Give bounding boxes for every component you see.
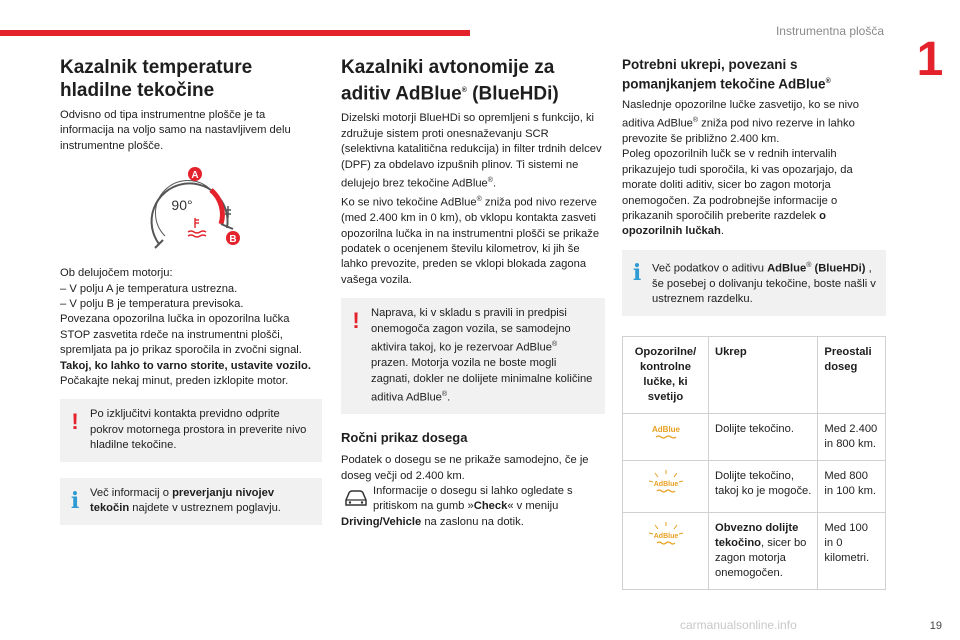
manual-range-p2-mid: « v meniju [507, 500, 559, 513]
row3-action-bold: Obvezno dolijte tekočino [715, 521, 799, 549]
row3-action-rest: , sicer bo zagon motorja onemogočen. [715, 536, 807, 579]
manual-range-p2-pre: Informacije o dosegu si lahko ogledate s pritiskom na gumb » [373, 484, 573, 513]
actions-p1-reg: ® [692, 116, 699, 124]
adblue-icon-cell [623, 413, 709, 460]
adblue-warning-1: Napravа, ki v skladu s pravili in predpisi onemogoča zagon vozila, se samodejno aktivira takoj, ko je rezervoar AdBlue [371, 307, 571, 354]
adblue-icon-text: AdBlue [651, 424, 680, 434]
actions-info-reg: ® [806, 261, 812, 269]
warning-lights-link[interactable]: o opozorilnih lučkah [622, 210, 826, 238]
coolant-info-note [60, 478, 322, 525]
table-row [623, 512, 886, 589]
car-check-icon [341, 484, 371, 510]
row1-range: Med 2.400 in 800 km. [818, 413, 886, 460]
adblue-p1 [341, 111, 605, 192]
coolant-title: Kazalnik temperature hladilne tekočine [60, 57, 253, 101]
actions-p2-end: . [720, 225, 724, 238]
adblue-title-suffix: (BlueHDi) [466, 83, 559, 105]
header-range: Preostali doseg [818, 336, 886, 413]
adblue-actions-column [622, 56, 886, 590]
adblue-warning-reg-2: ® [441, 391, 448, 399]
table-row [623, 413, 886, 460]
coolant-body-4: Povezana opozorilna lučka in opozorilna lučka STOP zasvetita rdeče na instrumentni plošči, spremljata pa jo prikaz sporočila in zvočni signal. [60, 313, 302, 357]
coolant-warning-text: Po izključitvi kontakta previdno odprite pokrov motornega prostora in preverite nivo hladilne tekočine. [90, 408, 307, 452]
adblue-warning-note [341, 298, 605, 414]
actions-p1-rest: zniža pod nivo rezerve in lahko prevozite še približno 2.400 km. [622, 117, 855, 146]
adblue-icon-text: AdBlue [653, 480, 678, 488]
manual-range-title: Ročni prikaz dosega [341, 430, 468, 446]
adblue-p2-rest: zniža pod nivo rezerve (med 2.400 km in 0 km), ob vklopu kontakta zasveti opozorilna lučka in na instrumentni plošči se prikaže podatek o ocenjenem številu kilometrov, ki jih še lahko prevozite, preden se vklopi blokada zagona vašega vozila. [341, 196, 600, 286]
adblue-warning-3: . [447, 391, 451, 404]
adblue-p1-end: . [492, 177, 497, 190]
adblue-icon-text: AdBlue [653, 532, 678, 540]
row3-range: Med 100 in 0 kilometri. [818, 512, 886, 589]
row2-range: Med 800 in 100 km. [818, 460, 886, 512]
adblue-title-reg: ® [461, 87, 467, 94]
coolant-gauge-icon [141, 166, 241, 256]
adblue-warning-table [622, 336, 886, 590]
adblue-warning-icon [646, 422, 686, 444]
row1-action: Dolijte tekočino. [709, 413, 818, 460]
adblue-title [341, 56, 605, 105]
info-icon: i [70, 487, 80, 514]
coolant-body-2: – V polju A je temperatura ustrezna. [60, 282, 238, 295]
actions-p2 [622, 147, 886, 239]
bluehdi-info-label: (BlueHDi) [814, 262, 866, 275]
coolant-stop-instruction: Takoj, ko lahko to varno storite, ustavite vozilo. [60, 359, 311, 372]
coolant-info-link[interactable]: preverjanju nivojev tekočin [90, 486, 275, 515]
adblue-warning-2: prazen. Motorja vozila ne boste mogli zagnati, dokler ne dolijete minimalne količine aditiva AdBlue [371, 357, 593, 404]
adblue-p1-text: Dizelski motorji BlueHDi so opremljeni s funkcijo, ki združuje sistem proti onesnaževanju SCR (selektivna katalitična redukcija) in filter trdnih delcev (DPF) za obdelavo izpušnih plinov. Ti sistemi ne delujejo brez tekočine AdBlue [341, 112, 602, 190]
adblue-p2-text: Ko se nivo tekočine AdBlue [341, 196, 477, 209]
manual-range-p2 [341, 484, 605, 530]
coolant-body-5: Počakajte nekaj minut, preden izklopite motor. [60, 375, 289, 388]
adblue-icon-cell [623, 460, 709, 512]
watermark: carmanualsonline.info [680, 618, 797, 632]
coolant-info-post: najdete v ustreznem poglavju. [129, 502, 281, 515]
table-row [623, 460, 886, 512]
manual-range-p1: Podatek o dosegu se ne prikaže samodejno, če je doseg večji od 2.400 km. [341, 454, 589, 482]
adblue-flashing-icon [646, 469, 686, 499]
row3-action [709, 512, 818, 589]
adblue-icon-cell [623, 512, 709, 589]
actions-title [622, 56, 886, 93]
actions-info-note [622, 250, 886, 316]
actions-p1-text: Naslednje opozorilne lučke zasvetijo, ko se nivo aditiva AdBlue [622, 98, 859, 130]
marker-b-label: B [229, 234, 237, 246]
chapter-number: 1 [916, 33, 944, 86]
coolant-body-1: Ob delujočem motorju: [60, 267, 173, 280]
adblue-p1-reg: ® [487, 176, 493, 184]
coolant-warning-note [60, 399, 322, 461]
actions-info-pre: Več podatkov o aditivu [652, 262, 768, 275]
adblue-title-main: Kazalniki avtonomije za aditiv AdBlue [341, 57, 555, 105]
info-icon: i [632, 259, 642, 286]
actions-p2-text: Poleg opozorilnih lučk se v rednih intervalih prikazujejo tudi sporočila, ki vas opozarjajo, da morate doliti aditiv, sicer bo zagon motorja onemogočen. Za podrobnejše informacije o prikazanih sporočilih preberite razdelek [622, 148, 853, 223]
coolant-info-pre: Več informacij o [90, 486, 173, 499]
actions-p1 [622, 98, 886, 148]
coolant-body-3: – V polju B je temperatura previsoka. [60, 298, 244, 311]
driving-vehicle-menu-label: Driving/Vehicle [341, 515, 422, 528]
warning-exclamation-icon: ! [352, 308, 360, 334]
actions-title-reg: ® [825, 78, 831, 85]
coolant-temperature-column [60, 56, 322, 525]
check-button-label: Check [473, 500, 508, 513]
gauge-value: 90° [171, 197, 193, 214]
adblue-range-column [341, 56, 605, 530]
header-action: Ukrep [709, 336, 818, 413]
header-lights: Opozorilne/ kontrolne lučke, ki svetijo [623, 336, 709, 413]
manual-range-p2-post: na zaslonu na dotik. [421, 515, 524, 528]
adblue-flashing-icon [646, 521, 686, 551]
actions-info-post: , še posebej o dolivanju tekočine, boste našli v ustreznem razdelku. [652, 262, 876, 306]
adblue-p2-reg: ® [476, 196, 482, 204]
adblue-info-link[interactable]: AdBlue [767, 262, 807, 275]
row2-action: Dolijte tekočino, takoj ko je mogoče. [709, 460, 818, 512]
marker-a-label: A [191, 170, 199, 182]
adblue-warning-reg-1: ® [551, 341, 558, 349]
table-header-row [623, 336, 886, 413]
page-number: 19 [929, 620, 942, 632]
actions-title-main: Potrebni ukrepi, povezani s pomanjkanjem tekočine AdBlue [622, 57, 826, 92]
adblue-p2 [341, 192, 605, 288]
header-accent-bar [0, 30, 470, 36]
section-title: Instrumentna plošča [775, 24, 885, 38]
coolant-intro: Odvisno od tipa instrumentne plošče je ta informacija na voljo samo na nastavljivem delu instrumentne plošče. [60, 109, 291, 152]
warning-exclamation-icon: ! [71, 409, 79, 435]
